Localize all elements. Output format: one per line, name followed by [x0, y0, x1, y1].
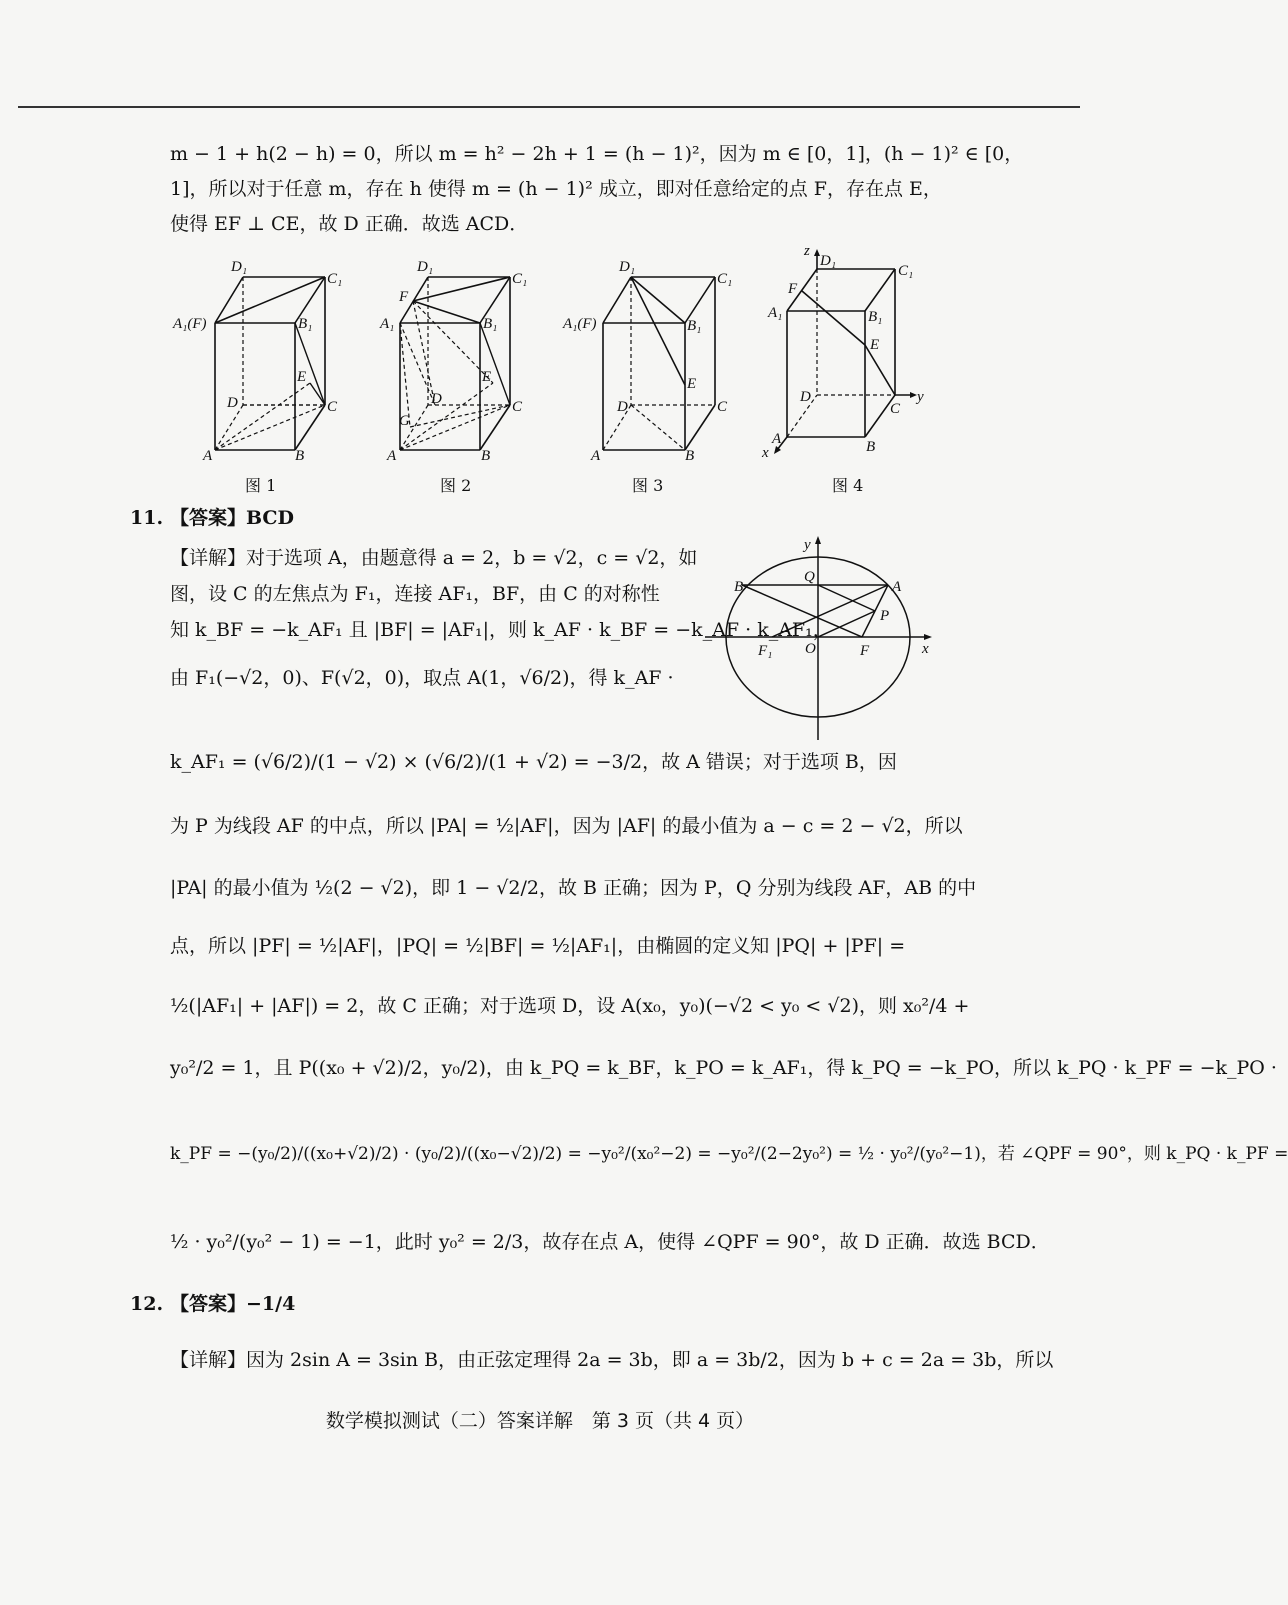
label: B [295, 448, 305, 464]
label: C [890, 401, 901, 417]
label: E [687, 376, 697, 392]
label: P [880, 608, 890, 624]
text-line: |PA| 的最小值为 ½(2 − √2)，即 1 − √2/2，故 B 正确；因为 P，Q 分别为线段 AF，AB 的中 [170, 877, 977, 899]
label: O [805, 641, 816, 657]
label: D₁ [619, 259, 636, 275]
label: A [387, 448, 397, 464]
label: E [870, 337, 880, 353]
label: A [591, 448, 601, 464]
label: B [481, 448, 491, 464]
label: D₁ [820, 253, 837, 269]
label: A [892, 579, 902, 595]
answer-line [170, 1290, 295, 1318]
text-line: 图，设 C 的左焦点为 F₁，连接 AF₁，BF，由 C 的对称性 [170, 583, 660, 605]
figure-caption: 图 4 [832, 476, 864, 495]
figure-3 [565, 255, 735, 465]
label: A [772, 431, 782, 447]
header-rule [18, 106, 1080, 108]
label: C₁ [512, 271, 528, 287]
figure-caption: 图 1 [245, 476, 277, 495]
label: C₁ [327, 271, 343, 287]
label: C [717, 399, 728, 415]
label: x [762, 445, 769, 461]
label: D₁ [231, 259, 248, 275]
question-number: 11. [130, 507, 164, 529]
label: D₁ [417, 259, 434, 275]
text-line: 知 k_BF = −k_AF₁ 且 |BF| = |AF₁|，则 k_AF · k_BF = −k_AF · k_AF₁， [170, 619, 832, 641]
text-line: 使得 EF ⊥ CE，故 D 正确．故选 ACD． [170, 213, 529, 235]
label: z [804, 243, 810, 259]
label: B₁ [868, 309, 883, 325]
text-line: k_AF₁ = (√6/2)/(1 − √2) × (√6/2)/(1 + √2) = −3/2，故 A 错误；对于选项 B，因 [170, 751, 897, 773]
label: C₁ [717, 271, 733, 287]
label: B [685, 448, 695, 464]
figure-caption: 图 2 [440, 476, 472, 495]
question-number: 12. [130, 1293, 164, 1315]
answer-value: −1/4 [246, 1293, 296, 1315]
figure-2 [375, 255, 535, 465]
label: y [804, 537, 811, 553]
label: x [922, 641, 929, 657]
label: A₁ [768, 305, 783, 321]
label: A [203, 448, 213, 464]
label: D [431, 391, 442, 407]
label: F₁ [758, 643, 773, 659]
text-line: ½(|AF₁| + |AF|) = 2，故 C 正确；对于选项 D，设 A(x₀，y₀)(−√2 < y₀ < √2)，则 x₀²/4 + [170, 995, 970, 1017]
label: B [866, 439, 876, 455]
page-footer: 数学模拟测试（二）答案详解 第 3 页（共 4 页） [325, 1410, 755, 1432]
label: E [482, 369, 492, 385]
text-line: 点，所以 |PF| = ½|AF|，|PQ| = ½|BF| = ½|AF₁|，由椭圆的定义知 |PQ| + |PF| = [170, 935, 906, 957]
label: F [399, 289, 409, 305]
label: C₁ [898, 263, 914, 279]
label: B₁ [298, 316, 313, 332]
answer-prefix: 【答案】 [170, 1293, 247, 1315]
text-line: 【详解】对于选项 A，由题意得 a = 2，b = √2，c = √2，如 [170, 547, 698, 569]
label: D [227, 395, 238, 411]
label: C [512, 399, 523, 415]
label: B₁ [483, 316, 498, 332]
figure-caption: 图 3 [632, 476, 664, 495]
label: A₁ [380, 316, 395, 332]
label: C [327, 399, 338, 415]
text-line: 【详解】因为 2sin A = 3sin B，由正弦定理得 2a = 3b，即 a = 3b/2，因为 b + c = 2a = 3b，所以 [170, 1349, 1054, 1371]
label: A₁(F) [173, 316, 207, 332]
label: B [734, 579, 744, 595]
text-line: m − 1 + h(2 − h) = 0，所以 m = h² − 2h + 1 = (h − 1)²，因为 m ∈ [0，1]，(h − 1)² ∈ [0， [170, 143, 1024, 165]
label: F [788, 281, 798, 297]
figure-4 [762, 245, 937, 460]
label: y [917, 389, 924, 405]
figure-1 [173, 255, 343, 465]
label: Q [804, 569, 815, 585]
label: B₁ [687, 318, 702, 334]
text-line: 为 P 为线段 AF 的中点，所以 |PA| = ½|AF|，因为 |AF| 的最小值为 a − c = 2 − √2，所以 [170, 815, 963, 837]
label: D [617, 399, 628, 415]
label: A₁(F) [563, 316, 597, 332]
text-line: 由 F₁(−√2，0)、F(√2，0)，取点 A(1，√6/2)，得 k_AF · [170, 667, 674, 689]
label: F [860, 643, 870, 659]
text-line: k_PF = −(y₀/2)/((x₀+√2)/2) · (y₀/2)/((x₀−√2)/2) = −y₀²/(x₀²−2) = −y₀²/(2−2y₀²) = ½ · y₀²/(y₀²−1)，若 ∠QPF = 90°，则 k_PQ · k_PF = [170, 1144, 1288, 1164]
text-line: y₀²/2 = 1，且 P((x₀ + √2)/2，y₀/2)，由 k_PQ = k_BF，k_PO = k_AF₁，得 k_PQ = −k_PO，所以 k_PQ · k_PF = −k_PO · [170, 1057, 1277, 1079]
label: D [800, 389, 811, 405]
label: G [399, 413, 410, 429]
answer-line: 【答案】BCD [170, 507, 295, 529]
text-line: 1]，所以对于任意 m，存在 h 使得 m = (h − 1)² 成立，即对任意给定的点 F，存在点 E， [170, 178, 942, 200]
label: E [297, 369, 307, 385]
text-line: ½ · y₀²/(y₀² − 1) = −1，此时 y₀² = 2/3，故存在点 A，使得 ∠QPF = 90°，故 D 正确．故选 BCD． [170, 1231, 1050, 1253]
ellipse-figure [700, 535, 940, 745]
